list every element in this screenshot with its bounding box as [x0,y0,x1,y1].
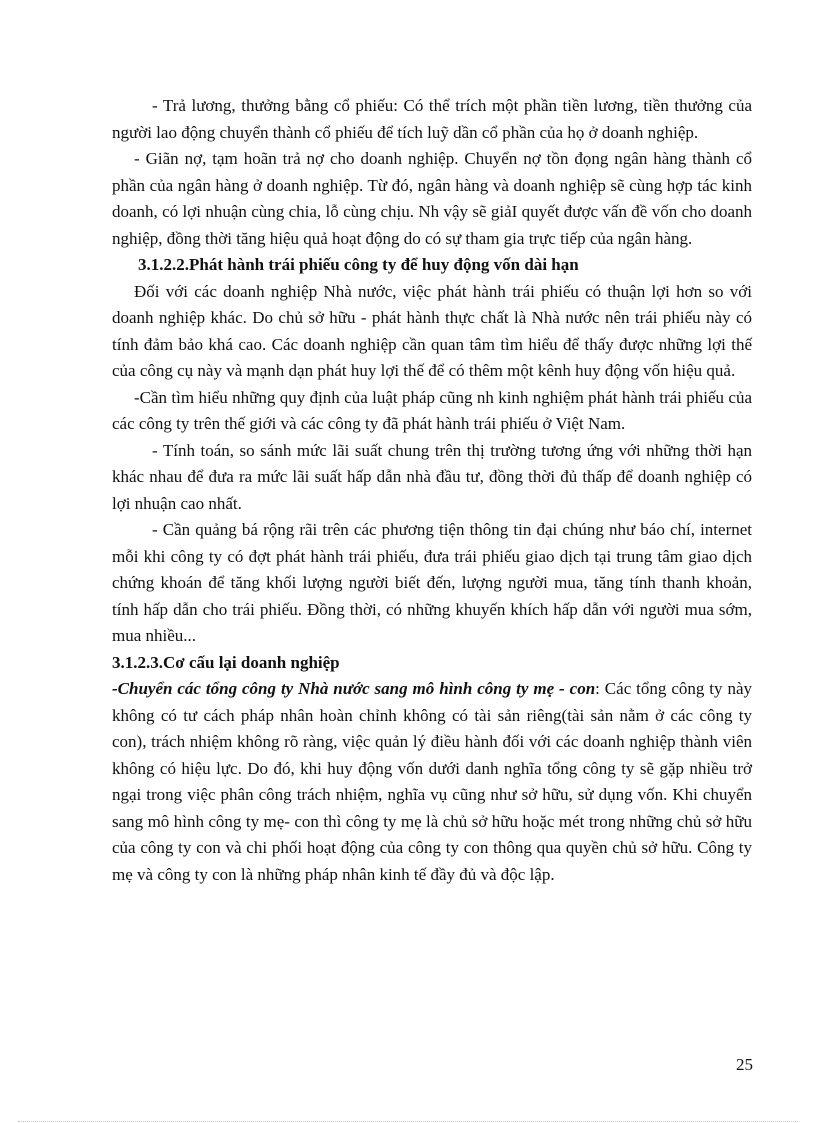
paragraph-interest-rate: - Tính toán, so sánh mức lãi suất chung trên thị trường tương ứng với những thời hạn khác nhau để đưa ra mức lãi suất hấp dẫn nhà đầu tư, đồng thời đủ thấp để doanh nghiệp có lợi nhuận cao nhất. [112,440,752,513]
paragraph-salary-shares: - Trả lương, thưởng bằng cổ phiếu: Có thể trích một phần tiền lương, tiền thưởng của người lao động chuyển thành cổ phiếu để tích luỹ dần cổ phần của họ ở doanh nghiệp. [112,96,752,142]
paragraph-lead-phrase: -Chuyển các tổng công ty Nhà nước sang mô hình công ty mẹ - con [112,679,596,698]
paragraph-bond-promotion: - Cần quảng bá rộng rãi trên các phương tiện thông tin đại chúng như báo chí, internet mỗi khi công ty có đợt phát hành trái phiếu, đưa trái phiếu giao dịch tại trung tâm giao dịch chứng khoán để tăng khối lượng người biết đến, lượng người mua, tăng tính thanh khoản, tính hấp dẫn cho trái phiếu. Đồng thời, có những khuyến khích hấp dẫn với người mua sớm, mua nhiều... [112,520,752,645]
paragraph-parent-subsidiary [112,676,752,888]
paragraph-bond-regulations: -Cần tìm hiểu những quy định của luật pháp cũng nh kinh nghiệm phát hành trái phiếu của các công ty trên thế giới và các công ty đã phát hành trái phiếu ở Việt Nam. [112,387,752,433]
paragraph-lead-body: : Các tổng công ty này không có tư cách pháp nhân hoàn chỉnh không có tài sản riêng(tài sản nằm ở các công ty con), trách nhiệm không rõ ràng, việc quản lý điều hành đối với các doanh nghiệp thành viên không có hiệu lực. Do đó, khi huy động vốn dưới danh nghĩa tổng công ty sẽ gặp nhiều trở ngại trong việc phân công trách nhiệm, nghĩa vụ cũng như sở hữu, sử dụng vốn. Khi chuyển sang mô hình công ty mẹ- con thì công ty mẹ là chủ sở hữu hoặc mét trong những chủ sở hữu của công ty con và chi phối hoạt động của công ty con thông qua quyền chủ sở hữu. Công ty mẹ và công ty con là những pháp nhân kinh tế đầy đủ và độc lập. [112,679,753,884]
page-number: 25 [736,1055,753,1074]
paragraph-bond-advantages: Đối với các doanh nghiệp Nhà nước, việc phát hành trái phiếu có thuận lợi hơn so với doanh nghiệp khác. Do chủ sở hữu - phát hành thực chất là Nhà nước nên trái phiếu này có tính đảm bảo khá cao. Các doanh nghiệp cần quan tâm tìm hiểu để thấy được những lợi thế của công cụ này và mạnh dạn phát huy lợi thế để có thêm một kênh huy động vốn hiệu quả. [112,281,752,380]
section-heading-3-1-2-2: 3.1.2.2.Phát hành trái phiếu công ty để huy động vốn dài hạn [138,255,579,274]
section-heading-3-1-2-3: 3.1.2.3.Cơ cấu lại doanh nghiệp [112,652,340,672]
paragraph-debt-rescheduling: - Giãn nợ, tạm hoãn trả nợ cho doanh nghiệp. Chuyển nợ tồn đọng ngân hàng thành cổ phần của ngân hàng ở doanh nghiệp. Từ đó, ngân hàng và doanh nghiệp sẽ cùng hợp tác kinh doanh, có lợi nhuận cùng chia, lỗ cùng chịu. Nh vậy sẽ giảI quyết được vấn đề vốn cho doanh nghiệp, đồng thời tăng hiệu quả hoạt động do có sự tham gia trực tiếp của ngân hàng. [112,149,752,248]
page-bottom-divider [18,1121,798,1122]
body-text [112,93,752,888]
